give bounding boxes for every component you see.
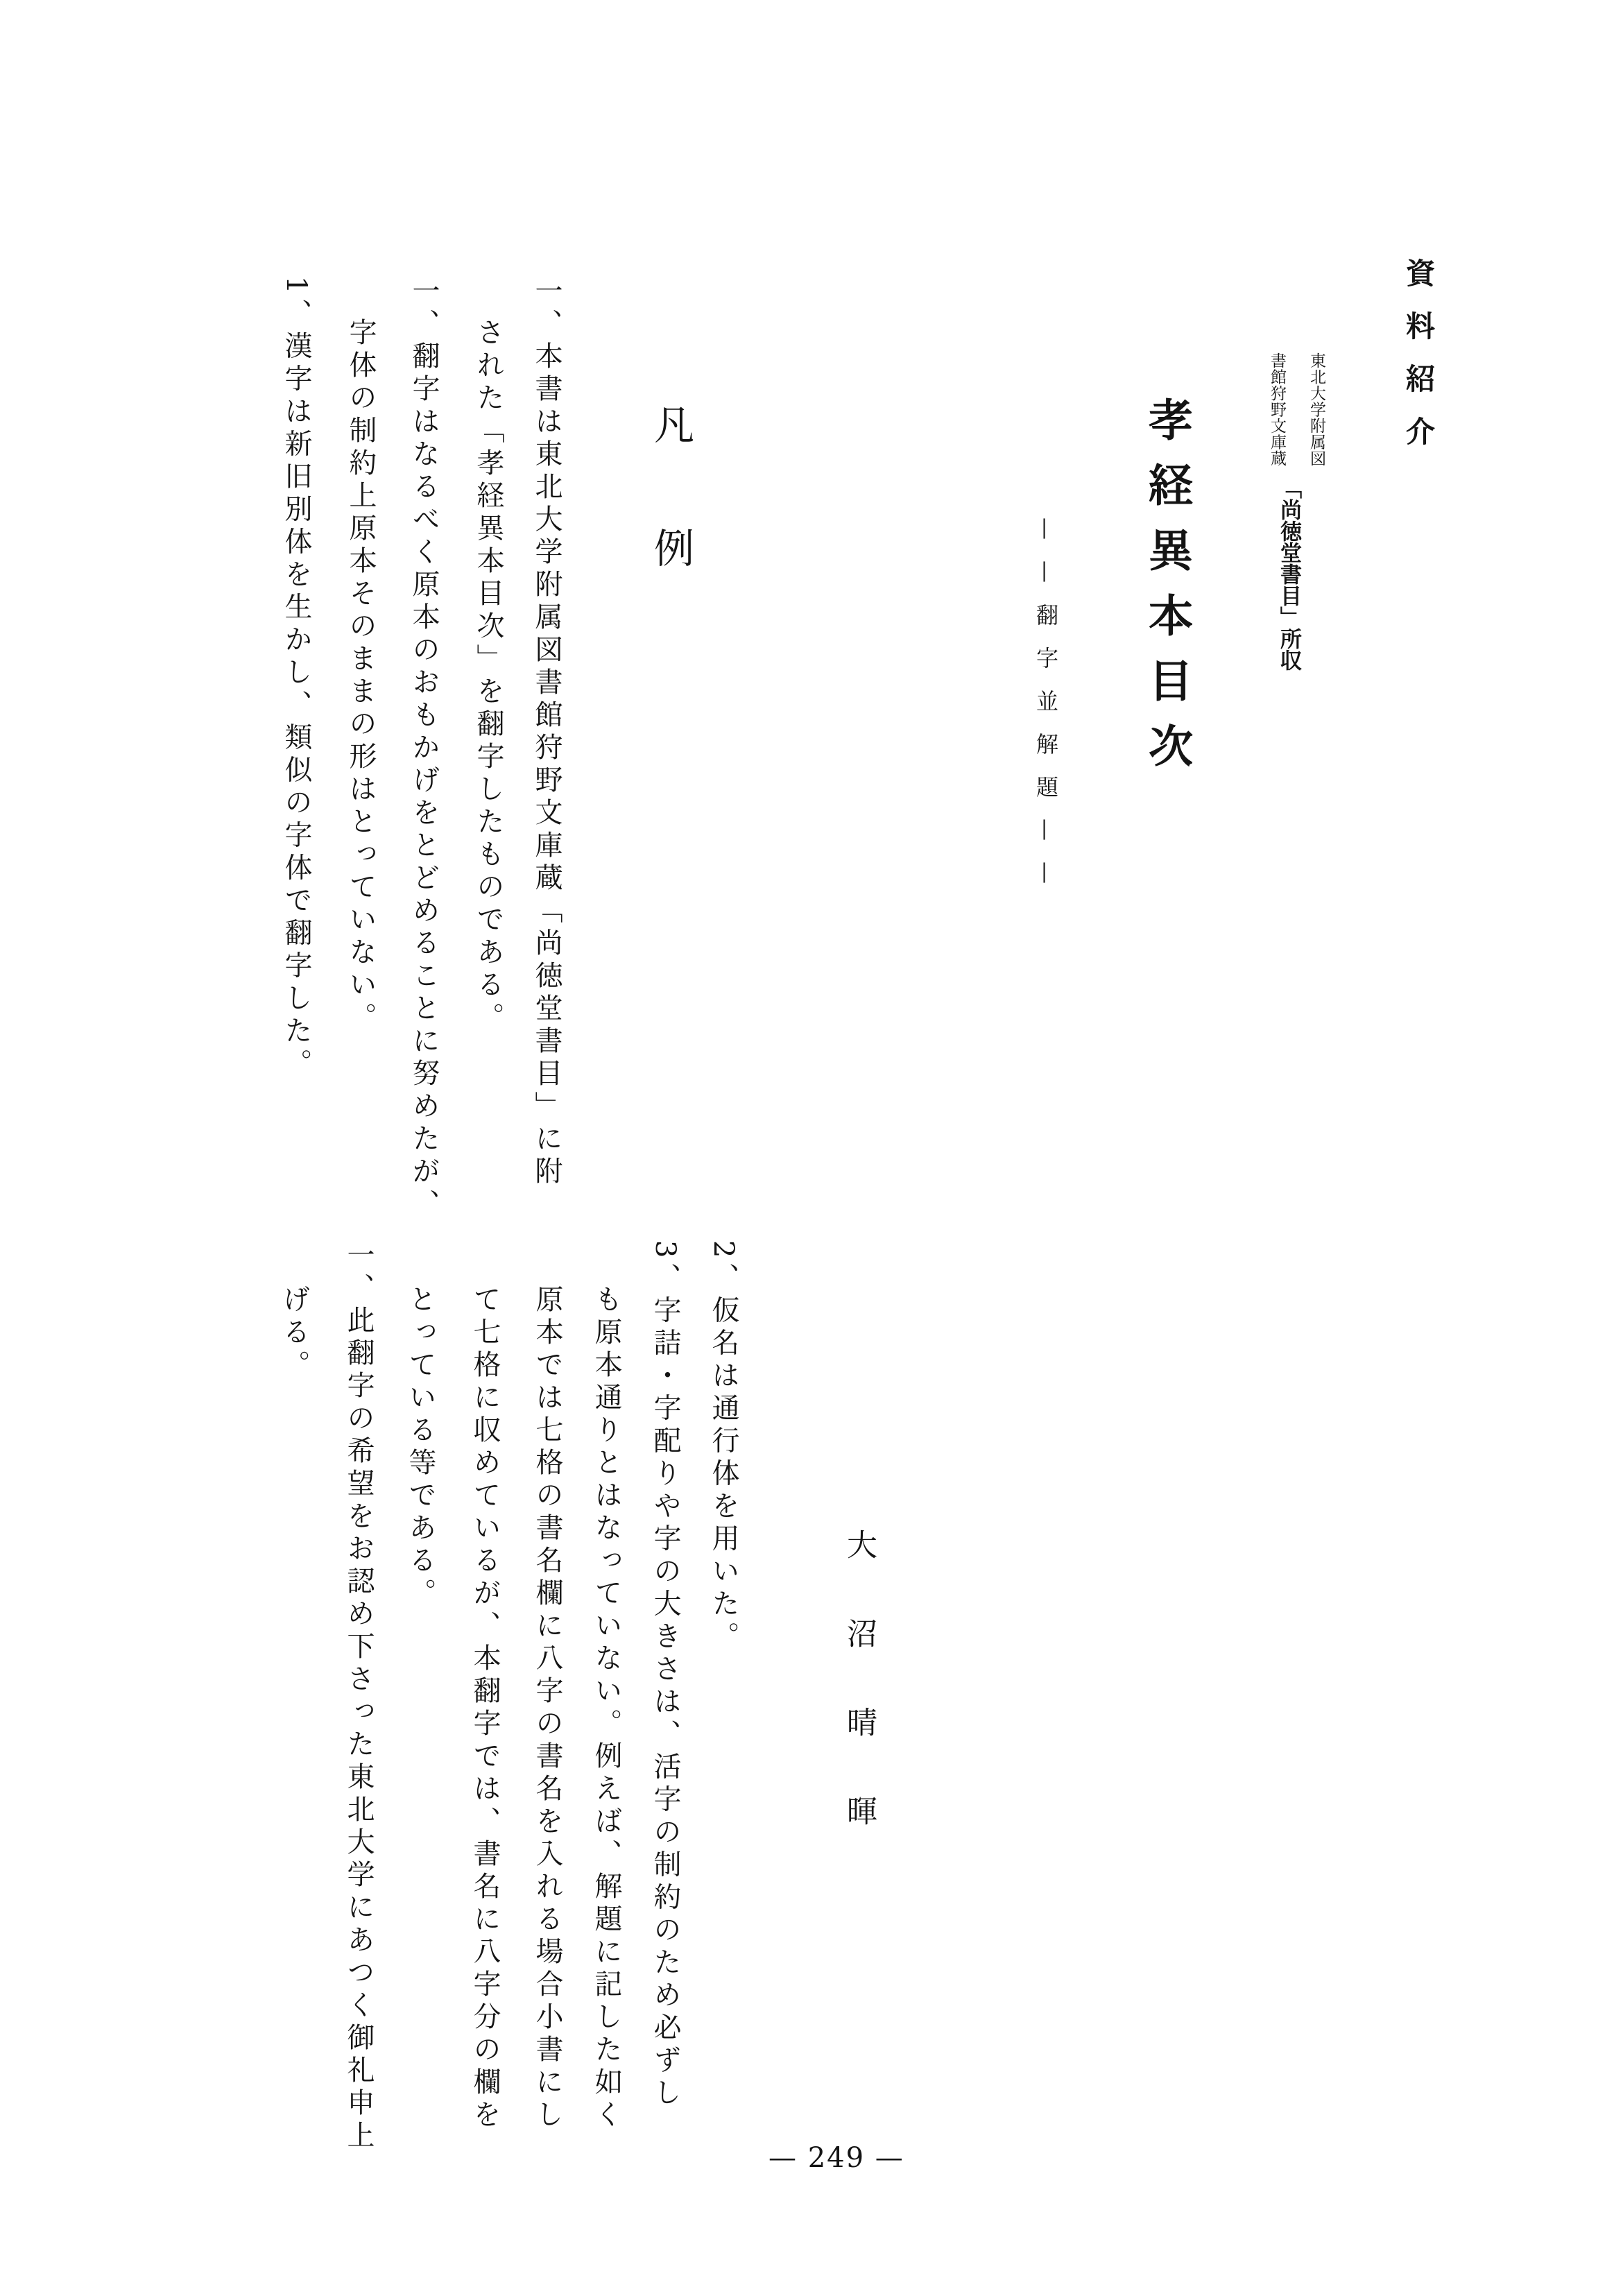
legend-column: 一、本書は東北大学附属図書館狩野文庫蔵「尚徳堂書目」に附 xyxy=(531,276,563,1189)
legend-column: 字体の制約上原本そのままの形はとっていない。 xyxy=(345,318,377,1035)
legend-heading: 凡例 xyxy=(647,404,694,651)
legend-column: 一、翻字はなるべく原本のおもかげをとどめることに努めたが、 xyxy=(408,276,440,1222)
author-name: 大沼晴暉 xyxy=(841,1529,877,1884)
legend-column: 1、漢字は新旧別体を生かし、類似の字体で翻字した。 xyxy=(280,276,312,1081)
legend-column: 3、字詰・字配りや字の大きさは、活字の制約のため必ずし xyxy=(649,1240,681,2111)
category-label: 資料紹介 xyxy=(1402,258,1436,469)
legend-column: げる。 xyxy=(278,1285,310,1382)
affiliation-note: 東北大学附属図書館狩野文庫蔵 xyxy=(1268,352,1325,467)
legend-column: された「孝経異本目次」を翻字したものである。 xyxy=(472,318,504,1035)
legend-column: て七格に収めているが、本翻字では、書名に八字分の欄を xyxy=(469,1285,501,2132)
legend-column: も原本通りとはなっていない。例えば、解題に記した如く xyxy=(590,1285,622,2132)
legend-column: 原本では七格の書名欄に八字の書名を入れる場合小書にし xyxy=(531,1285,563,2132)
document-subtitle: ——翻字並解題—— xyxy=(1033,517,1059,905)
document-title: 孝経異本目次 xyxy=(1141,397,1193,788)
legend-column: 一、此翻字の希望をお認め下さった東北大学にあつく御礼申上 xyxy=(343,1240,375,2153)
page-number: — 249 — xyxy=(768,2142,904,2174)
legend-column: 2、仮名は通行体を用いた。 xyxy=(707,1240,739,1654)
legend-column: とっている等である。 xyxy=(404,1285,436,1611)
collection-note: 「尚徳堂書目」所収 xyxy=(1276,477,1301,671)
